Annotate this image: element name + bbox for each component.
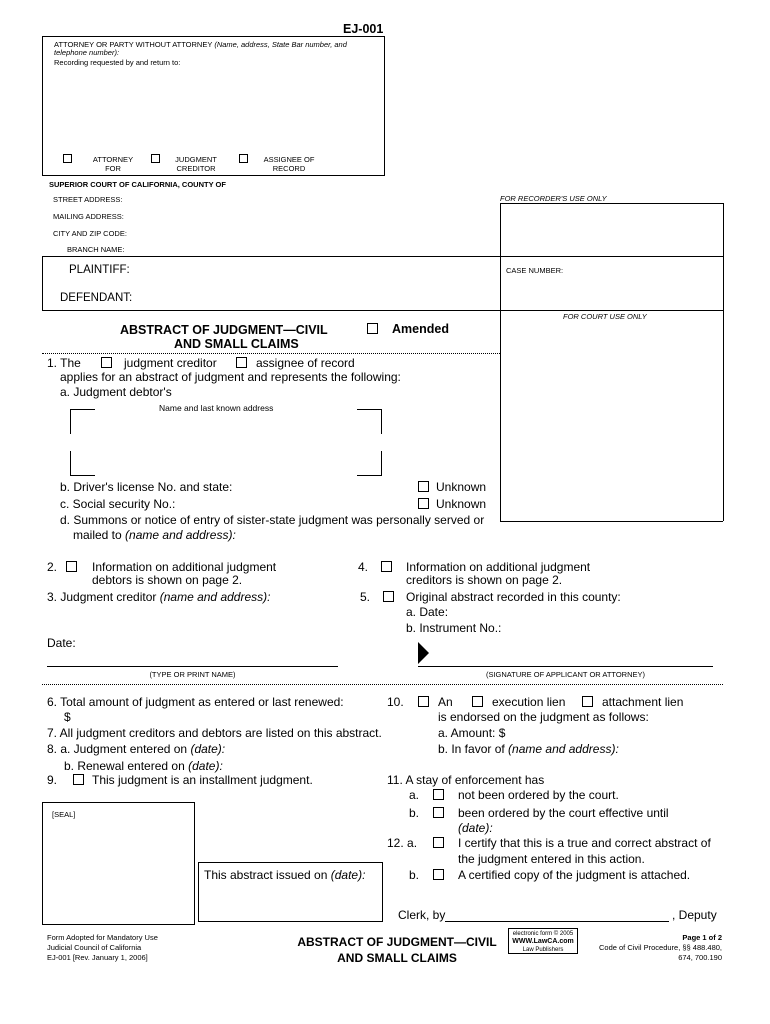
bracket-tl-h bbox=[70, 409, 95, 410]
bracket-br-h bbox=[357, 475, 382, 476]
footer-title-line1: ABSTRACT OF JUDGMENT—CIVIL bbox=[297, 935, 497, 949]
item8b-label bbox=[64, 759, 223, 773]
footer-right bbox=[560, 933, 722, 963]
page-number: Page 1 of 2 bbox=[682, 933, 722, 942]
item10-number: 10. bbox=[387, 695, 404, 709]
attorney-for-line2: FOR bbox=[105, 164, 121, 173]
section-divider bbox=[42, 684, 723, 685]
item1b-unknown-label: Unknown bbox=[436, 480, 487, 494]
item1-assignee-label: assignee of record bbox=[256, 356, 355, 370]
item11a-letter: a. bbox=[409, 788, 420, 802]
item4-number: 4. bbox=[358, 560, 369, 574]
footer-left bbox=[47, 933, 158, 963]
item1d-line2 bbox=[73, 528, 236, 542]
issued-label bbox=[204, 868, 365, 882]
item1-judgment-creditor-checkbox[interactable] bbox=[101, 357, 112, 368]
item10-attachment-lien-checkbox[interactable] bbox=[582, 696, 593, 707]
issued-date: (date): bbox=[330, 868, 366, 882]
item5-instrument-label: b. Instrument No.: bbox=[406, 621, 502, 635]
item1a-label: a. Judgment debtor's bbox=[60, 385, 172, 399]
item12b-letter: b. bbox=[409, 868, 420, 882]
bracket-tr-v bbox=[381, 409, 382, 434]
item1b-label: b. Driver's license No. and state: bbox=[60, 480, 233, 494]
form-number: EJ-001 bbox=[343, 22, 384, 36]
item8a-date: (date): bbox=[190, 742, 226, 756]
amended-label: Amended bbox=[392, 322, 449, 336]
bracket-tl-v bbox=[70, 409, 71, 434]
item12a-line2: the judgment entered in this action. bbox=[458, 852, 645, 866]
recorder-divider bbox=[500, 203, 723, 204]
court-use-label: FOR COURT USE ONLY bbox=[563, 312, 647, 321]
item10-in-favor-text: b. In favor of bbox=[438, 742, 505, 756]
item3-label bbox=[47, 590, 270, 604]
footer-code-line1: Code of Civil Procedure, §§ 488.480, bbox=[599, 943, 722, 952]
case-number-label: CASE NUMBER: bbox=[506, 266, 564, 275]
item10-an-label: An bbox=[438, 695, 453, 709]
item1d-name-address: (name and address): bbox=[125, 528, 236, 542]
item8a-label bbox=[47, 742, 225, 756]
date-label: Date: bbox=[47, 636, 76, 650]
assignee-record-checkbox[interactable] bbox=[239, 154, 248, 163]
court-use-bottom-line bbox=[500, 521, 723, 522]
item12b-checkbox[interactable] bbox=[433, 869, 444, 880]
item3-name-address: (name and address): bbox=[159, 590, 271, 604]
item10-amount: a. Amount: $ bbox=[438, 726, 506, 740]
bracket-tr-h bbox=[357, 409, 382, 410]
bracket-br-v bbox=[381, 451, 382, 475]
city-zip-label: CITY AND ZIP CODE: bbox=[53, 229, 127, 238]
item4-line2: creditors is shown on page 2. bbox=[406, 573, 563, 587]
branch-name-label: BRANCH NAME: bbox=[67, 245, 125, 254]
item9-checkbox[interactable] bbox=[73, 774, 84, 785]
parties-left-line bbox=[42, 256, 43, 310]
bracket-bl-h bbox=[70, 475, 95, 476]
item11a-label: not been ordered by the court. bbox=[458, 788, 619, 802]
item1-judgment-creditor-label: judgment creditor bbox=[124, 356, 217, 370]
item1a-caption: Name and last known address bbox=[159, 403, 274, 413]
judgment-creditor-checkbox[interactable] bbox=[151, 154, 160, 163]
item1b-unknown-checkbox[interactable] bbox=[418, 481, 429, 492]
recording-label: Recording requested by and return to: bbox=[54, 58, 181, 67]
item8a-text: 8. a. Judgment entered on bbox=[47, 742, 188, 756]
item3-text: 3. Judgment creditor bbox=[47, 590, 157, 604]
item4-line1: Information on additional judgment bbox=[406, 560, 591, 574]
recorders-use-label: FOR RECORDER'S USE ONLY bbox=[500, 194, 607, 203]
item10-execution-lien-checkbox[interactable] bbox=[472, 696, 483, 707]
right-edge-line bbox=[723, 203, 724, 521]
title-divider bbox=[42, 353, 500, 354]
item12b-label: A certified copy of the judgment is attached. bbox=[458, 868, 691, 882]
item11b-letter: b. bbox=[409, 806, 420, 820]
item10-in-favor bbox=[438, 742, 619, 756]
right-column-divider bbox=[500, 203, 501, 521]
seal-label: [SEAL] bbox=[52, 810, 76, 819]
item1-text: applies for an abstract of judgment and represents the following: bbox=[60, 370, 401, 384]
clerk-signature-field[interactable] bbox=[445, 921, 669, 922]
item1d-label: d. Summons or notice of entry of sister-state judgment was personally served or bbox=[60, 513, 485, 527]
assignee-record-label bbox=[259, 155, 319, 173]
item4-checkbox[interactable] bbox=[381, 561, 392, 572]
item1c-unknown-label: Unknown bbox=[436, 497, 487, 511]
item5-number: 5. bbox=[360, 590, 371, 604]
item1-number: 1. The bbox=[47, 356, 81, 370]
item10-attachment-lien-label: attachment lien bbox=[602, 695, 684, 709]
judgment-creditor-label bbox=[168, 155, 224, 173]
item2-line2: debtors is shown on page 2. bbox=[92, 573, 243, 587]
judgment-creditor-line1: JUDGMENT bbox=[175, 155, 217, 164]
item10-execution-lien-label: execution lien bbox=[492, 695, 566, 709]
item11b-label: been ordered by the court effective until bbox=[458, 806, 669, 820]
footer-council: Judicial Council of California bbox=[47, 943, 142, 952]
item5-date-label: a. Date: bbox=[406, 605, 449, 619]
footer-title-line2: AND SMALL CLAIMS bbox=[337, 951, 457, 965]
item9-label: This judgment is an installment judgment. bbox=[92, 773, 313, 787]
item6-dollar: $ bbox=[64, 710, 71, 724]
footer-rev: EJ-001 [Rev. January 1, 2006] bbox=[47, 953, 148, 962]
attorney-for-label bbox=[88, 155, 138, 173]
item8b-date: (date): bbox=[188, 759, 223, 773]
badge-copyright: electronic form © 2005 bbox=[512, 931, 574, 937]
attorney-for-checkbox[interactable] bbox=[63, 154, 72, 163]
attorney-label-detail2: telephone number): bbox=[54, 48, 120, 57]
item1d-mailed-to: mailed to bbox=[73, 528, 122, 542]
assignee-record-line2: RECORD bbox=[272, 164, 306, 173]
court-title: SUPERIOR COURT OF CALIFORNIA, COUNTY OF bbox=[49, 180, 226, 189]
signature-arrow-icon bbox=[418, 642, 429, 664]
item10-an-checkbox[interactable] bbox=[418, 696, 429, 707]
defendant-label: DEFENDANT: bbox=[60, 292, 133, 304]
item10-in-favor-name: (name and address): bbox=[508, 742, 619, 756]
item11-label: 11. A stay of enforcement has bbox=[387, 773, 545, 787]
item10-line2: is endorsed on the judgment as follows: bbox=[438, 710, 649, 724]
item11b-checkbox[interactable] bbox=[433, 807, 444, 818]
item8b-text: b. Renewal entered on bbox=[64, 759, 185, 773]
signature-caption: (SIGNATURE OF APPLICANT OR ATTORNEY) bbox=[485, 670, 646, 679]
attorney-for-line1: ATTORNEY bbox=[92, 155, 134, 164]
badge-publisher: Law Publishers bbox=[522, 947, 564, 953]
item2-line1: Information on additional judgment bbox=[92, 560, 277, 574]
mailing-address-label: MAILING ADDRESS: bbox=[53, 212, 124, 221]
attorney-label-detail: (Name, address, State Bar number, and bbox=[214, 40, 347, 49]
plaintiff-label: PLAINTIFF: bbox=[69, 264, 130, 276]
deputy-label: , Deputy bbox=[672, 908, 717, 922]
item5-line1: Original abstract recorded in this county: bbox=[406, 590, 621, 604]
item2-checkbox[interactable] bbox=[66, 561, 77, 572]
street-address-label: STREET ADDRESS: bbox=[53, 195, 123, 204]
footer-title bbox=[255, 934, 539, 966]
print-name-field[interactable] bbox=[47, 666, 338, 667]
parties-top-line bbox=[42, 256, 723, 257]
parties-bottom-line bbox=[42, 310, 723, 311]
item5-checkbox[interactable] bbox=[383, 591, 394, 602]
item11b-date: (date): bbox=[458, 821, 493, 835]
form-title-line2: AND SMALL CLAIMS bbox=[174, 337, 299, 351]
assignee-record-line1: ASSIGNEE OF bbox=[263, 155, 315, 164]
footer-code-line2: 674, 700.190 bbox=[678, 953, 722, 962]
item1-assignee-checkbox[interactable] bbox=[236, 357, 247, 368]
footer-adopted: Form Adopted for Mandatory Use bbox=[47, 933, 158, 942]
item1c-unknown-checkbox[interactable] bbox=[418, 498, 429, 509]
attorney-label-main: ATTORNEY OR PARTY WITHOUT ATTORNEY bbox=[54, 40, 213, 49]
item1c-label: c. Social security No.: bbox=[60, 497, 176, 511]
item6-label: 6. Total amount of judgment as entered or last renewed: bbox=[47, 695, 344, 709]
amended-checkbox[interactable] bbox=[367, 323, 378, 334]
bracket-bl-v bbox=[70, 451, 71, 475]
item11a-checkbox[interactable] bbox=[433, 789, 444, 800]
item9-number: 9. bbox=[47, 773, 58, 787]
item7-label: 7. All judgment creditors and debtors are listed on this abstract. bbox=[47, 726, 382, 740]
form-title-line1: ABSTRACT OF JUDGMENT—CIVIL bbox=[120, 323, 328, 337]
signature-field[interactable] bbox=[418, 666, 713, 667]
issued-text: This abstract issued on bbox=[204, 868, 328, 882]
judgment-creditor-line2: CREDITOR bbox=[176, 164, 216, 173]
print-name-caption: (TYPE OR PRINT NAME) bbox=[149, 670, 236, 679]
item12a-number: 12. a. bbox=[387, 836, 418, 850]
clerk-label: Clerk, by bbox=[398, 908, 446, 922]
badge-website: WWW.LawCA.com bbox=[512, 938, 574, 945]
item12a-label: I certify that this is a true and correct abstract of bbox=[458, 836, 711, 850]
item2-number: 2. bbox=[47, 560, 58, 574]
seal-box bbox=[42, 802, 195, 925]
item12a-checkbox[interactable] bbox=[433, 837, 444, 848]
